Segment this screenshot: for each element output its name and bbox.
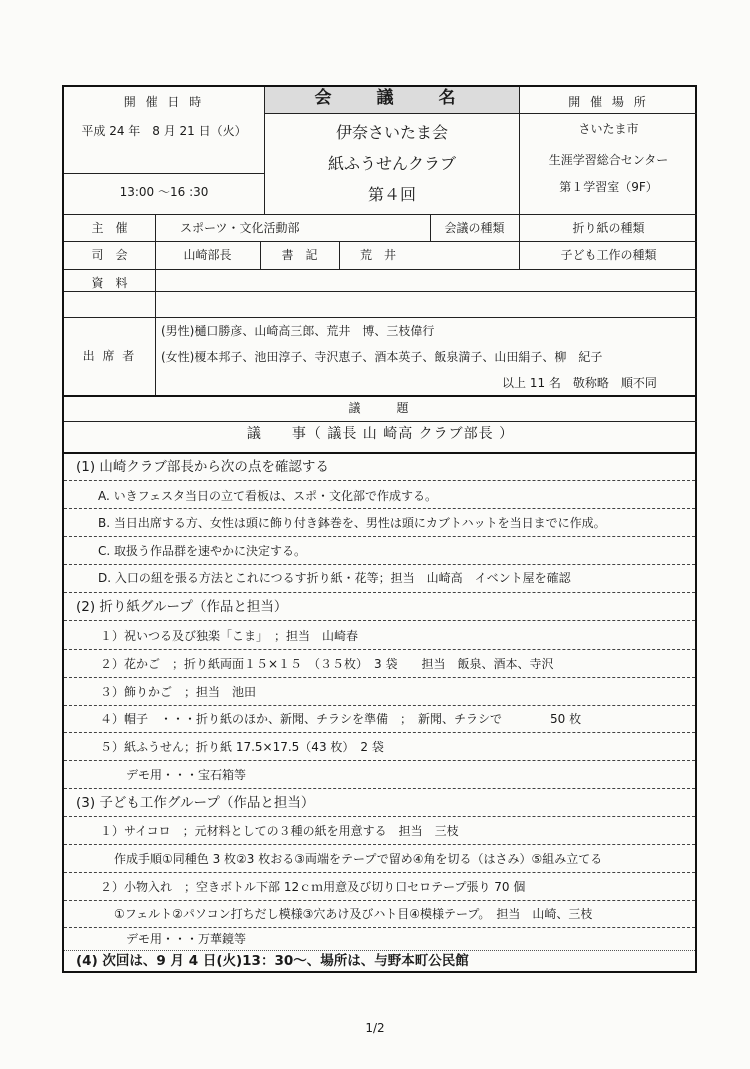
divider: [64, 677, 695, 678]
divider: [64, 269, 697, 270]
chair-label: 司 会: [91, 248, 128, 262]
agenda-line: １）サイコロ ；元材料としての３種の紙を用意する 担当 三枝: [100, 824, 459, 838]
agenda-line: (3) 子ども工作グループ（作品と担当）: [76, 795, 315, 811]
divider: [64, 950, 695, 951]
agenda-line: A. いきフェスタ当日の立て看板は、スポ・文化部で作成する。: [98, 489, 438, 503]
proceedings-title: 議 事（ 議長 山 崎高 クラブ部長 ）: [246, 426, 515, 442]
agenda-line: (1) 山崎クラブ部長から次の点を確認する: [76, 459, 329, 475]
agenda-line: 作成手順①同種色 3 枚②3 枚おる③両端をテープで留め④角を切る（はさみ）⑤組み立てる: [114, 852, 603, 866]
agenda-line: ２）花かご ；折り紙両面１５×１５ （３５枚） 3 袋 担当 飯泉、酒本、寺沢: [100, 657, 554, 671]
agenda-line: (4) 次回は、9 月 4 日(火)13：30〜、場所は、与野本町公民館: [76, 953, 469, 969]
divider: [64, 816, 695, 817]
divider: [339, 241, 340, 269]
agenda-line: ４）帽子 ・・・折り紙のほか、新聞、チラシを準備 ； 新聞、チラシで 50 枚: [100, 712, 582, 726]
chair-value: 山崎部長: [183, 248, 232, 262]
divider: [64, 480, 695, 481]
agenda-line: ３）飾りかご ；担当 池田: [100, 685, 257, 699]
divider: [64, 760, 695, 761]
divider: [64, 214, 697, 215]
divider: [64, 592, 695, 593]
divider: [64, 732, 695, 733]
type-label: 会議の種類: [444, 221, 505, 235]
divider: [64, 291, 697, 292]
divider: [64, 317, 697, 318]
secretary-value: 荒 井: [360, 248, 397, 262]
divider: [64, 788, 695, 789]
meeting-name-label: 会 議 名: [314, 88, 470, 108]
divider: [155, 214, 156, 317]
agenda-line: デモ用・・・宝石箱等: [126, 768, 247, 782]
meeting-name-line-3: 第４回: [367, 185, 416, 204]
host-value: スポーツ・文化活動部: [180, 221, 300, 235]
divider: [64, 649, 695, 650]
minutes-form: [62, 85, 697, 973]
agenda-line: １）祝いつる及び独楽「こま」 ；担当 山崎春: [100, 629, 359, 643]
place-line-3: 第１学習室（9F）: [559, 180, 658, 194]
agenda-line: ①フェルト②パソコン打ちだし模様③穴あけ及びハト目④模様テープ。 担当 山崎、三枝: [114, 907, 593, 921]
attendees-label: 出 席 者: [82, 349, 137, 363]
secretary-label: 書 記: [281, 248, 318, 262]
agenda-line: C. 取扱う作品群を速やかに決定する。: [98, 544, 307, 558]
meeting-name-line-2: 紙ふうせんクラブ: [327, 154, 456, 173]
page-number: 1/2: [365, 1021, 385, 1035]
agenda-label: 議 題: [348, 401, 413, 415]
divider: [64, 421, 697, 422]
divider: [64, 620, 695, 621]
type-value-2: 子ども工作の種類: [560, 248, 657, 262]
agenda-line: (2) 折り紙グループ（作品と担当）: [76, 599, 288, 615]
time-value: 13:00 〜16 :30: [119, 185, 209, 199]
divider: [64, 872, 695, 873]
materials-label: 資 料: [91, 276, 128, 290]
meeting-name-line-1: 伊奈さいたま会: [335, 123, 448, 142]
agenda-line: D. 入口の紐を張る方法とこれにつるす折り紙・花等；担当 山崎高 イベント屋を確認: [98, 571, 571, 585]
divider: [64, 395, 697, 397]
divider: [64, 705, 695, 706]
attendees-male: (男性)樋口勝彦、山崎高三郎、荒井 博、三枝偉行: [161, 324, 435, 338]
date-value: 平成 24 年 8 月 21 日（火）: [81, 124, 247, 138]
date-label: 開 催 日 時: [123, 95, 205, 109]
divider: [265, 113, 519, 114]
place-line-2: 生涯学習総合センター: [548, 153, 669, 167]
divider: [64, 900, 695, 901]
divider: [64, 241, 697, 242]
divider: [155, 317, 156, 395]
divider: [520, 113, 697, 114]
divider: [64, 173, 264, 174]
attendees-summary: 以上 11 名 敬称略 順不同: [502, 376, 657, 390]
agenda-line: B. 当日出席する方、女性は頭に飾り付き鉢巻を、男性は頭にカブトハットを当日までに作成。: [98, 516, 606, 530]
attendees-female: (女性)榎本邦子、池田淳子、寺沢恵子、酒本英子、飯泉満子、山田絹子、柳 紀子: [161, 350, 603, 364]
divider: [64, 508, 695, 509]
divider: [64, 844, 695, 845]
type-value: 折り紙の種類: [572, 221, 645, 235]
divider: [64, 536, 695, 537]
place-line-1: さいたま市: [578, 122, 639, 136]
place-label: 開 催 場 所: [568, 95, 649, 109]
divider: [64, 564, 695, 565]
agenda-line: ２）小物入れ ；空きボトル下部 12ｃｍ用意及び切り口セロテープ張り 70 個: [100, 880, 526, 894]
divider: [64, 452, 697, 454]
divider: [64, 927, 695, 928]
agenda-line: デモ用・・・万華鏡等: [126, 932, 247, 946]
agenda-line: ５）紙ふうせん；折り紙 17.5×17.5（43 枚） 2 袋: [100, 740, 384, 754]
host-label: 主 催: [91, 221, 128, 235]
